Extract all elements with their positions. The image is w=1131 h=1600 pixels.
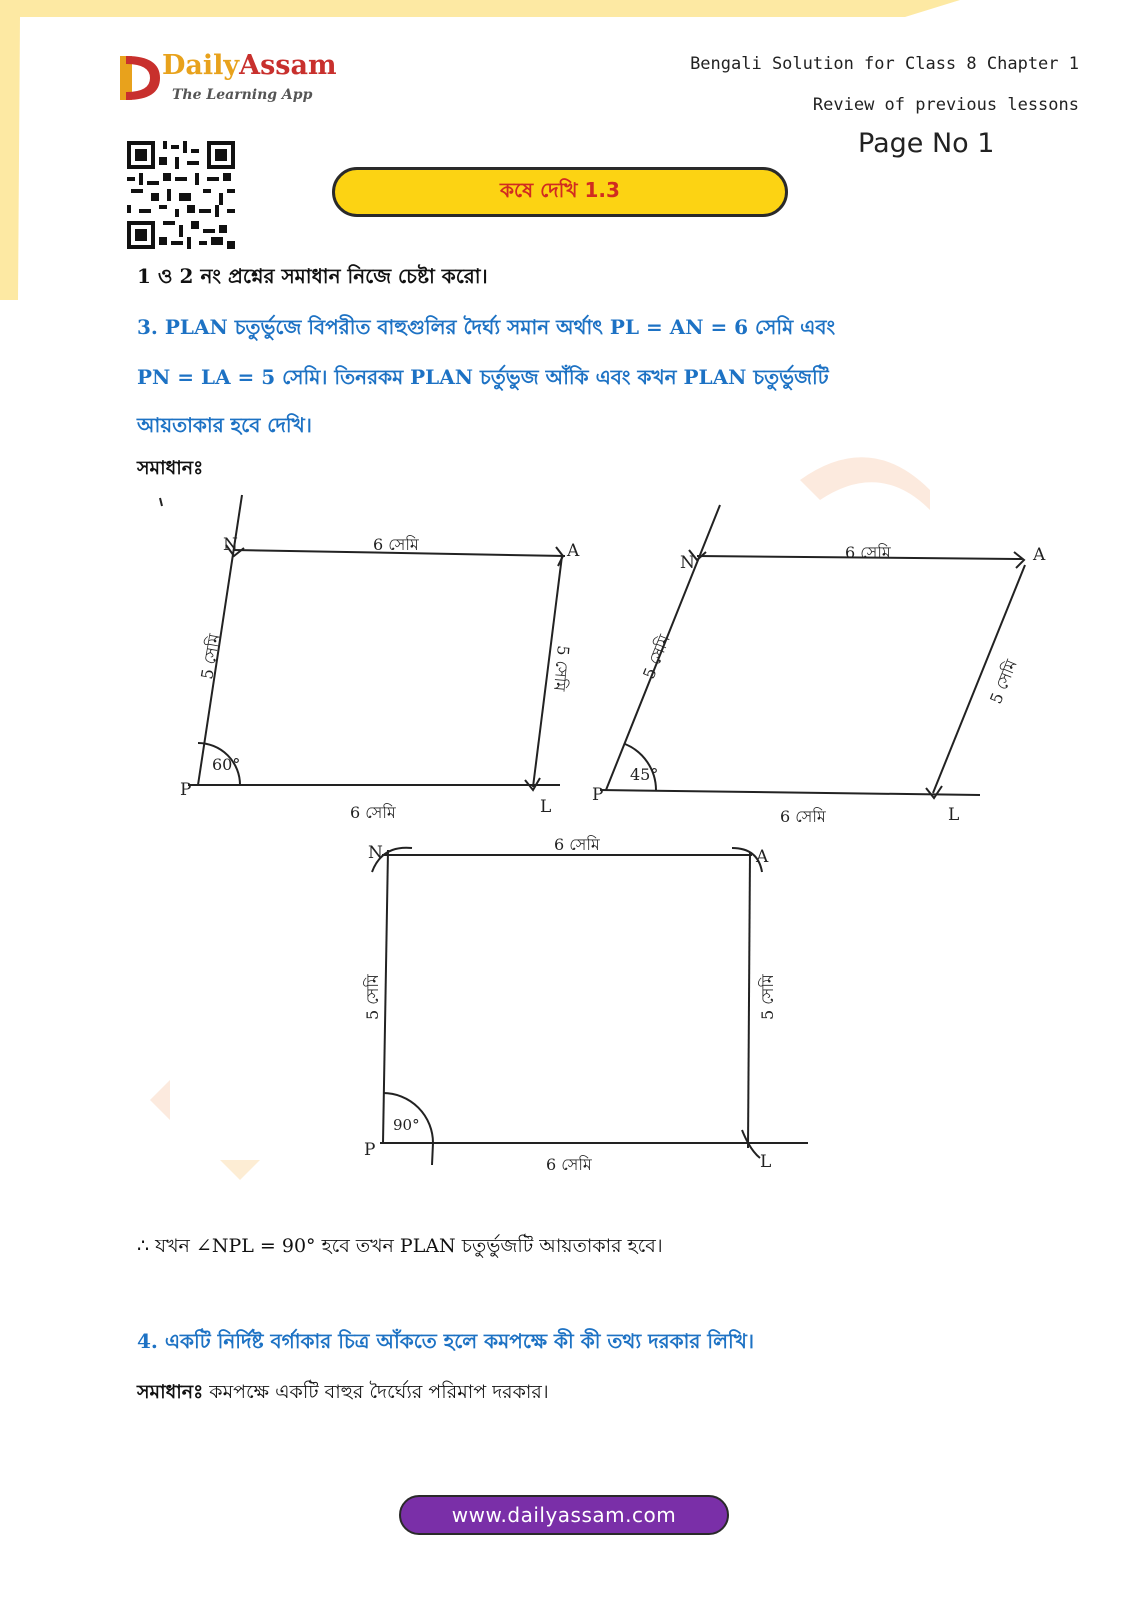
solution-label-4: সমাধানঃ <box>137 1381 204 1403</box>
fig1-right-side: 5 সেমি <box>550 644 573 692</box>
fig3-top-side: 6 সেমি <box>554 835 600 854</box>
answer-4-text: কমপক্ষে একটি বাহুর দৈর্ঘ্যের পরিমাপ দরকার। <box>203 1381 549 1403</box>
fig2-right-side: 5 সেমি <box>986 656 1021 707</box>
fig1-left-side: 5 সেমি <box>197 632 224 681</box>
fig2-angle: 45° <box>630 765 659 784</box>
fig2-top-side: 6 সেমি <box>845 543 891 562</box>
fig1-angle: 60° <box>212 755 241 774</box>
fig2-vertex-n: N <box>680 553 695 573</box>
chapter-title: Review of previous lessons <box>812 95 1079 115</box>
question-3-line-2: PN = LA = 5 সেমি। তিনরকম PLAN চর্তুভুজ আঁকি এবং কখন PLAN চতুর্ভুজটি <box>137 365 829 389</box>
solution-label-3: সমাধানঃ <box>137 457 204 479</box>
question-3-line-1: 3. PLAN চতুর্ভুজে বিপরীত বাহুগুলির দৈর্ঘ্য সমান অর্থাৎ PL = AN = 6 সেমি এবং <box>137 315 836 339</box>
conclusion-text: ∴ যখন ∠NPL = 90° হবে তখন PLAN চতুর্ভুজটি আয়তাকার হবে। <box>137 1235 663 1257</box>
fig1-top-side: 6 সেমি <box>373 535 419 554</box>
brand-daily: Daily <box>162 50 240 81</box>
fig2-vertex-l: L <box>948 805 960 825</box>
fig2-bottom-side: 6 সেমি <box>780 807 826 826</box>
answer-4 <box>137 1378 549 1410</box>
fig3-vertex-p: P <box>364 1140 376 1160</box>
fig1-vertex-l: L <box>540 797 552 817</box>
fig1-vertex-n: N <box>223 535 238 555</box>
fig2-left-side: 5 সেমি <box>639 631 674 682</box>
fig3-vertex-a: A <box>756 847 769 867</box>
page-number: Page No 1 <box>858 128 995 159</box>
exercise-title: কষে দেখি 1.3 <box>332 167 788 217</box>
fig1-bottom-side: 6 সেমি <box>350 803 396 822</box>
intro-text: 1 ও 2 নং প্রশ্নের সমাধান নিজে চেষ্টা করো। <box>137 264 488 288</box>
question-4: 4. একটি নির্দিষ্ট বর্গাকার চিত্র আঁকতে হলে কমপক্ষে কী কী তথ্য দরকার লিখি। <box>137 1329 755 1353</box>
brand-tagline: The Learning App <box>172 87 313 103</box>
fig3-angle: 90° <box>393 1116 420 1134</box>
question-3-line-3: আয়তাকার হবে দেখি। <box>137 413 312 437</box>
fig3-bottom-side: 6 সেমি <box>546 1155 592 1174</box>
fig3-vertex-l: L <box>760 1152 772 1172</box>
fig1-vertex-p: P <box>180 780 192 800</box>
figure-90-degree <box>372 848 808 1165</box>
fig3-left-side: 5 সেমি <box>363 974 382 1020</box>
footer-url[interactable]: www.dailyassam.com <box>399 1495 729 1535</box>
fig3-vertex-n: N <box>368 843 383 863</box>
fig1-vertex-a: A <box>567 541 580 561</box>
fig3-right-side: 5 সেমি <box>758 974 777 1020</box>
fig2-vertex-a: A <box>1033 545 1046 565</box>
fig2-vertex-p: P <box>592 785 604 805</box>
book-title: Bengali Solution for Class 8 Chapter 1 <box>690 54 1079 74</box>
brand-assam: Assam <box>239 50 337 81</box>
